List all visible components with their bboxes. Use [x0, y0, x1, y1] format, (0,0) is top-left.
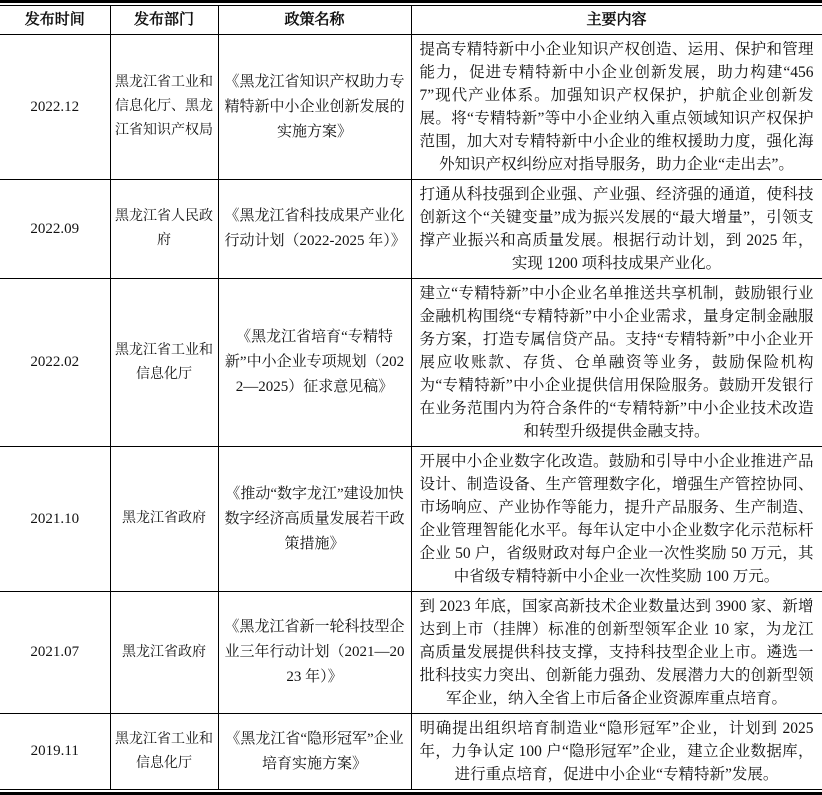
cell-main-content: 明确提出组织培育制造业“隐形冠军”企业，计划到 2025 年，力争认定 100 户“隐形冠军”企业，建立企业数据库，进行重点培育，促进中小企业“专精特新”发展。	[411, 714, 822, 790]
cell-main-content: 提高专精特新中小企业知识产权创造、运用、保护和管理能力，促进专精特新中小企业创新发展，助力构建“4567”现代产业体系。加强知识产权保护，护航企业创新发展。将“专精特新”等中小企业纳入重点领域知识产权保护范围，加大对专精特新中小企业的维权援助力度，强化海外知识产权纠纷应对指导服务，助力企业“走出去”。	[411, 35, 822, 180]
cell-policy-name: 《黑龙江省“隐形冠军”企业培育实施方案》	[218, 714, 411, 790]
table-row	[0, 35, 822, 180]
table-row	[0, 447, 822, 592]
table-header-row	[0, 6, 822, 35]
cell-publish-time: 2022.09	[0, 180, 110, 279]
header-main-content: 主要内容	[411, 6, 822, 35]
cell-policy-name: 《推动“数字龙江”建设加快数字经济高质量发展若干政策措施》	[218, 447, 411, 592]
cell-publish-time: 2021.10	[0, 447, 110, 592]
cell-main-content: 到 2023 年底，国家高新技术企业数量达到 3900 家、新增达到上市（挂牌）标准的创新型领军企业 10 家，为龙江高质量发展提供科技支撑，支持科技型企业上市。遴选一批科技实力突出、创新能力强劲、发展潜力大的创新型领军企业，纳入全省上市后备企业资源库重点培育。	[411, 592, 822, 714]
cell-publish-time: 2019.11	[0, 714, 110, 790]
table-row	[0, 592, 822, 714]
cell-main-content: 开展中小企业数字化改造。鼓励和引导中小企业推进产品设计、制造设备、生产管理数字化，增强生产管控协同、市场响应、产业协作等能力，提升产品服务、生产制造、企业管理智能化水平。每年认定中小企业数字化示范标杆企业 50 户，省级财政对每户企业一次性奖励 50 万元，其中省级专精特新中小企业一次性奖励 100 万元。	[411, 447, 822, 592]
table-row	[0, 714, 822, 790]
cell-publish-department: 黑龙江省政府	[110, 447, 218, 592]
header-publish-time: 发布时间	[0, 6, 110, 35]
cell-main-content: 打通从科技强到企业强、产业强、经济强的通道，使科技创新这个“关键变量”成为振兴发展的“最大增量”，引领支撑产业振兴和高质量发展。根据行动计划，到 2025 年，实现 1200 项科技成果产业化。	[411, 180, 822, 279]
cell-publish-department: 黑龙江省工业和信息化厅	[110, 714, 218, 790]
table-body	[0, 35, 822, 790]
header-policy-name: 政策名称	[218, 6, 411, 35]
cell-publish-department: 黑龙江省工业和信息化厅	[110, 279, 218, 447]
cell-publish-time: 2022.12	[0, 35, 110, 180]
policy-table-grid	[0, 5, 822, 790]
table-row	[0, 279, 822, 447]
cell-publish-department: 黑龙江省人民政府	[110, 180, 218, 279]
cell-policy-name: 《黑龙江省新一轮科技型企业三年行动计划（2021—2023 年）》	[218, 592, 411, 714]
cell-publish-time: 2022.02	[0, 279, 110, 447]
cell-main-content: 建立“专精特新”中小企业名单推送共享机制，鼓励银行业金融机构围绕“专精特新”中小企业需求，量身定制金融服务方案，打造专属信贷产品。支持“专精特新”中小企业开展应收账款、存货、仓单融资等业务，鼓励保险机构为“专精特新”中小企业提供信用保险服务。鼓励开发银行在业务范围内为符合条件的“专精特新”中小企业技术改造和转型升级提供金融支持。	[411, 279, 822, 447]
cell-publish-department: 黑龙江省政府	[110, 592, 218, 714]
cell-policy-name: 《黑龙江省科技成果产业化行动计划（2022-2025 年）》	[218, 180, 411, 279]
cell-publish-department: 黑龙江省工业和信息化厅、黑龙江省知识产权局	[110, 35, 218, 180]
cell-policy-name: 《黑龙江省知识产权助力专精特新中小企业创新发展的实施方案》	[218, 35, 411, 180]
cell-publish-time: 2021.07	[0, 592, 110, 714]
cell-policy-name: 《黑龙江省培育“专精特新”中小企业专项规划（2022—2025）征求意见稿》	[218, 279, 411, 447]
table-row	[0, 180, 822, 279]
header-publish-department: 发布部门	[110, 6, 218, 35]
